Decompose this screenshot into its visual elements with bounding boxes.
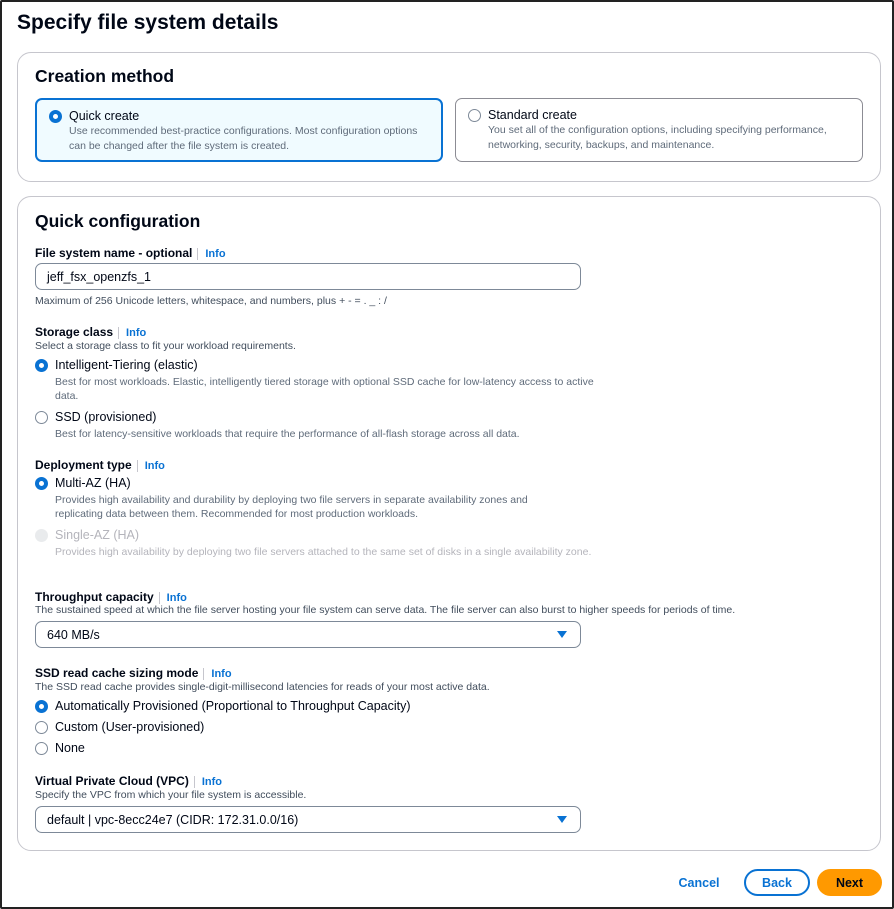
info-link[interactable]: Info	[118, 327, 146, 339]
field-desc: The SSD read cache provides single-digit-millisecond latencies for reads of your most active data.	[35, 681, 490, 693]
radio-icon[interactable]	[35, 411, 48, 424]
info-link[interactable]: Info	[197, 248, 225, 260]
field-desc: Specify the VPC from which your file system is accessible.	[35, 789, 307, 801]
tile-desc: networking, security, backups, and maintenance.	[488, 138, 715, 151]
standard-create-tile[interactable]	[455, 98, 863, 162]
field-label: Deployment type	[35, 458, 132, 472]
tile-label: Quick create	[69, 109, 140, 123]
tile-desc: You set all of the configuration options, including specifying performance,	[488, 124, 827, 136]
page-title: Specify file system details	[17, 11, 279, 34]
field-label: Virtual Private Cloud (VPC)	[35, 774, 189, 788]
field-label: File system name - optional	[35, 246, 193, 260]
ssd-cache-label-row	[35, 664, 232, 682]
select-value: default | vpc-8ecc24e7 (CIDR: 172.31.0.0/16)	[47, 813, 299, 827]
ssd-cache-option-auto[interactable]: Automatically Provisioned (Proportional to Throughput Capacity)	[55, 699, 411, 713]
radio-disabled-icon	[35, 529, 48, 542]
option-desc: Best for most workloads. Elastic, intelligently tiered storage with optional SSD cache for low-latency access to active data.	[55, 376, 594, 402]
option-desc: Provides high availability by deploying two file servers attached to the same set of disks in a single availability zone.	[55, 546, 592, 558]
storage-class-label-row	[35, 323, 146, 341]
quick-configuration-title: Quick configuration	[35, 211, 201, 231]
radio-icon[interactable]	[468, 109, 481, 122]
cancel-button[interactable]: Cancel	[678, 875, 720, 890]
radio-icon[interactable]	[35, 742, 48, 755]
ssd-cache-option-none[interactable]: None	[55, 741, 85, 755]
radio-selected-icon[interactable]	[49, 110, 62, 123]
quick-create-tile[interactable]	[35, 98, 443, 162]
caret-down-icon	[557, 631, 567, 638]
radio-icon[interactable]	[35, 721, 48, 734]
field-label: Throughput capacity	[35, 590, 154, 604]
deployment-type-label-row	[35, 456, 165, 474]
tile-desc: can be changed after the file system is created.	[69, 139, 290, 152]
vpc-select[interactable]	[35, 806, 581, 833]
ssd-cache-option-custom[interactable]: Custom (User-provisioned)	[55, 720, 205, 734]
info-link[interactable]: Info	[194, 776, 222, 788]
field-hint: Maximum of 256 Unicode letters, whitespace, and numbers, plus + - = . _ : /	[35, 295, 387, 307]
info-link[interactable]: Info	[203, 668, 231, 680]
deployment-option-multi-az[interactable]: Multi-AZ (HA)	[55, 476, 131, 490]
throughput-select[interactable]	[35, 621, 581, 648]
caret-down-icon	[557, 816, 567, 823]
info-link[interactable]: Info	[159, 592, 187, 604]
file-system-name-label-row	[35, 244, 226, 262]
back-button[interactable]: Back	[744, 869, 810, 896]
field-desc: The sustained speed at which the file server hosting your file system can serve data. The file server can also burst to higher speeds for periods of time.	[35, 604, 736, 616]
option-desc: Best for latency-sensitive workloads that require the performance of all-flash storage across all data.	[55, 428, 520, 440]
file-system-name-input[interactable]: jeff_fsx_openzfs_1	[35, 263, 581, 290]
tile-label: Standard create	[488, 108, 577, 122]
field-label: SSD read cache sizing mode	[35, 666, 199, 680]
radio-selected-icon[interactable]	[35, 700, 48, 713]
deployment-option-single-az: Single-AZ (HA)	[55, 528, 140, 542]
vpc-label-row	[35, 772, 222, 790]
radio-selected-icon[interactable]	[35, 477, 48, 490]
field-desc: Select a storage class to fit your workload requirements.	[35, 340, 296, 352]
select-value: 640 MB/s	[47, 628, 100, 642]
storage-option-ssd[interactable]: SSD (provisioned)	[55, 410, 157, 424]
info-link[interactable]: Info	[137, 460, 165, 472]
creation-method-title: Creation method	[35, 66, 175, 86]
storage-option-intelligent-tiering[interactable]: Intelligent-Tiering (elastic)	[55, 358, 198, 372]
radio-selected-icon[interactable]	[35, 359, 48, 372]
tile-desc: Use recommended best-practice configurations. Most configuration options	[69, 125, 418, 137]
next-button[interactable]: Next	[817, 869, 882, 896]
option-desc: Provides high availability and durability by deploying two file servers in separate availability zones and replicating data between them. Recommended for most production workloads.	[55, 494, 528, 520]
field-label: Storage class	[35, 325, 114, 339]
